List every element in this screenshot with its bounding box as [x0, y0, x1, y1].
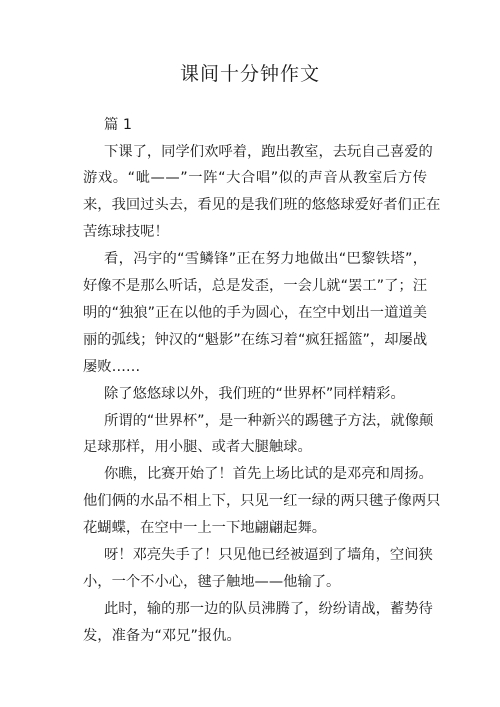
paragraph-line: 发，准备为“邓兄”报仇。: [83, 627, 241, 644]
paragraph-line: 花蝴蝶，在空中一上一下地翩翩起舞。: [83, 520, 327, 537]
paragraph-line: 游戏。“呲——”一阵“大合唱”似的声音从教室后方传: [83, 170, 428, 187]
paragraph-line: 你瞧，比赛开始了！首先上场比试的是邓亮和周扬。: [104, 466, 433, 483]
section-label: 篇 1: [104, 117, 132, 133]
document-title: 课间十分钟作文: [179, 63, 320, 85]
paragraph-line: 明的“独狼”正在以他的手为圆心，在空中划出一道道美: [83, 304, 428, 321]
paragraph-line: 来，我回过头去，看见的是我们班的悠悠球爱好者们正在: [83, 197, 441, 214]
paragraph-line: 除了悠悠球以外，我们班的“世界杯”同样精彩。: [104, 385, 405, 402]
paragraph-line: 下课了，同学们欢呼着，跑出教室，去玩自己喜爱的: [104, 143, 433, 160]
paragraph-line: 足球那样，用小腿、或者大腿触球。: [83, 439, 312, 456]
paragraph-line: 好像不是那么听话，总是发歪，一会儿就“罢工”了；汪: [83, 278, 428, 294]
paragraph-line: 他们俩的水品不相上下，只见一红一绿的两只毽子像两只: [83, 493, 441, 510]
paragraph-line: 小，一个不小心，毽子触地——他输了。: [83, 573, 341, 590]
paragraph-line: 看，冯宇的“雪鳞锋”正在努力地做出“巴黎铁塔”，: [104, 251, 428, 268]
paragraph-line: 呀！邓亮失手了！只见他已经被逼到了墙角，空间狭: [104, 547, 433, 563]
paragraph-line: 苦练球技呢！: [83, 224, 169, 241]
paragraph-line: 屡败……: [83, 358, 141, 375]
paragraph-line: 丽的弧线；钟汉的“魁影”在练习着“疯狂摇篮”，却屡战: [83, 331, 428, 348]
paragraph-line: 此时，输的那一边的队员沸腾了，纷纷请战，蓄势待: [104, 600, 433, 617]
paragraph-line: 所谓的“世界杯”，是一种新兴的踢毽子方法，就像颠: [104, 412, 434, 429]
